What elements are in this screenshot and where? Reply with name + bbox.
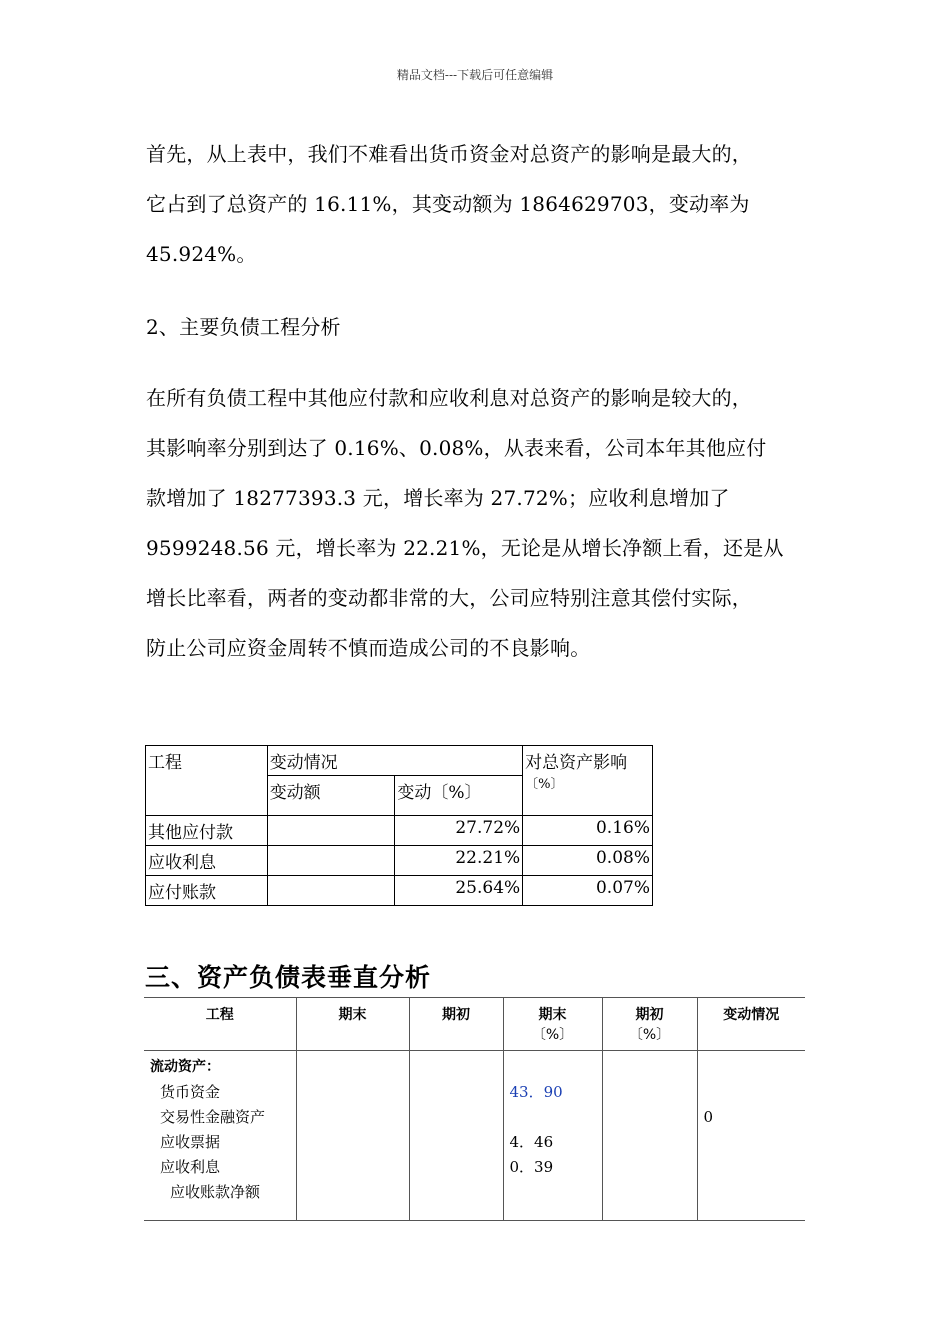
table-row <box>146 876 653 906</box>
t2-begin-column <box>409 1051 503 1221</box>
section-heading-vertical-analysis: 三、资产负债表垂直分析 <box>145 963 432 992</box>
t1-row-rate: 22.21% <box>395 846 523 876</box>
t2-item-column <box>144 1051 296 1221</box>
para2-line-5: 增长比率看，两者的变动都非常的大，公司应特别注意其偿付实际， <box>146 586 752 610</box>
para2-line-3: 款增加了 18277393.3 元，增长率为 27.72%；应收利息增加了 <box>146 486 730 510</box>
t2-header-begin-pct-unit: 〔%〕 <box>628 1027 671 1043</box>
t1-header-amount: 变动额 <box>267 776 395 816</box>
t2-begin-pct-column <box>602 1051 697 1221</box>
t2-item: 货币资金 <box>160 1083 221 1101</box>
t2-header-end: 期末 <box>296 998 409 1051</box>
t1-header-effect <box>523 746 653 816</box>
t2-header-item: 工程 <box>144 998 296 1051</box>
t1-row-rate: 25.64% <box>395 876 523 906</box>
t1-row-name: 其他应付款 <box>146 816 268 846</box>
para2-line-2: 其影响率分别到达了 0.16%、0.08%，从表来看，公司本年其他应付 <box>146 436 767 460</box>
t2-end-pct-value: 0．39 <box>509 1158 554 1176</box>
t1-row-effect: 0.08% <box>523 846 653 876</box>
page-header: 精品文档---下载后可任意编辑 <box>396 68 554 82</box>
t1-row-effect: 0.16% <box>523 816 653 846</box>
t1-row-amount <box>267 846 395 876</box>
para2-line-6: 防止公司应资金周转不慎而造成公司的不良影响。 <box>146 636 591 660</box>
t1-header-change: 变动情况 <box>267 746 522 776</box>
table-row <box>146 846 653 876</box>
t2-item: 应收票据 <box>160 1133 221 1151</box>
t2-header-end-pct-label: 期末 <box>538 1007 567 1023</box>
balance-sheet-vertical-table <box>144 997 805 1221</box>
t1-row-effect: 0.07% <box>523 876 653 906</box>
t1-header-effect-label: 对总资产影响 <box>525 753 628 773</box>
para1-line-2: 它占到了总资产的 16.11%，其变动额为 1864629703，变动率为 <box>146 192 750 216</box>
section-heading-liabilities: 2、主要负债工程分析 <box>146 315 341 339</box>
t2-item: 交易性金融资产 <box>160 1108 266 1126</box>
t1-header-rate: 变动〔%〕 <box>395 776 523 816</box>
t2-header-begin-pct <box>602 998 697 1051</box>
t2-change-column <box>697 1051 805 1221</box>
t2-change-value: 0 <box>703 1108 714 1126</box>
liability-change-table <box>145 745 653 906</box>
t2-header-end-pct <box>503 998 602 1051</box>
t2-end-pct-value <box>510 1105 596 1130</box>
para1-line-1: 首先，从上表中，我们不难看出货币资金对总资产的影响是最大的， <box>146 142 752 166</box>
t2-end-pct-value: 43．90 <box>509 1083 563 1101</box>
para2-line-1: 在所有负债工程中其他应付款和应收利息对总资产的影响是较大的， <box>146 386 752 410</box>
t2-end-pct-value: 4．46 <box>509 1133 554 1151</box>
t2-group-current-assets: 流动资产： <box>150 1059 220 1075</box>
t2-header-end-pct-unit: 〔%〕 <box>531 1027 574 1043</box>
table-row <box>146 816 653 846</box>
t1-row-amount <box>267 816 395 846</box>
t2-change-value <box>704 1080 800 1105</box>
t1-row-rate: 27.72% <box>395 816 523 846</box>
para2-line-4: 9599248.56 元，增长率为 22.21%，无论是从增长净额上看，还是从 <box>146 536 784 560</box>
t2-header-begin-pct-label: 期初 <box>635 1007 664 1023</box>
t1-row-name: 应收利息 <box>146 846 268 876</box>
t2-end-column <box>296 1051 409 1221</box>
t2-header-change: 变动情况 <box>697 998 805 1051</box>
t2-item: 应收利息 <box>160 1158 221 1176</box>
t1-row-name: 应付账款 <box>146 876 268 906</box>
t1-row-amount <box>267 876 395 906</box>
t1-header-item: 工程 <box>146 746 268 816</box>
t2-item: 应收账款净额 <box>170 1183 261 1201</box>
table-row <box>144 1051 805 1221</box>
para1-line-3: 45.924%。 <box>146 242 257 266</box>
t2-end-pct-column <box>503 1051 602 1221</box>
t1-header-effect-unit: 〔%〕 <box>525 777 564 792</box>
t2-header-begin: 期初 <box>409 998 503 1051</box>
